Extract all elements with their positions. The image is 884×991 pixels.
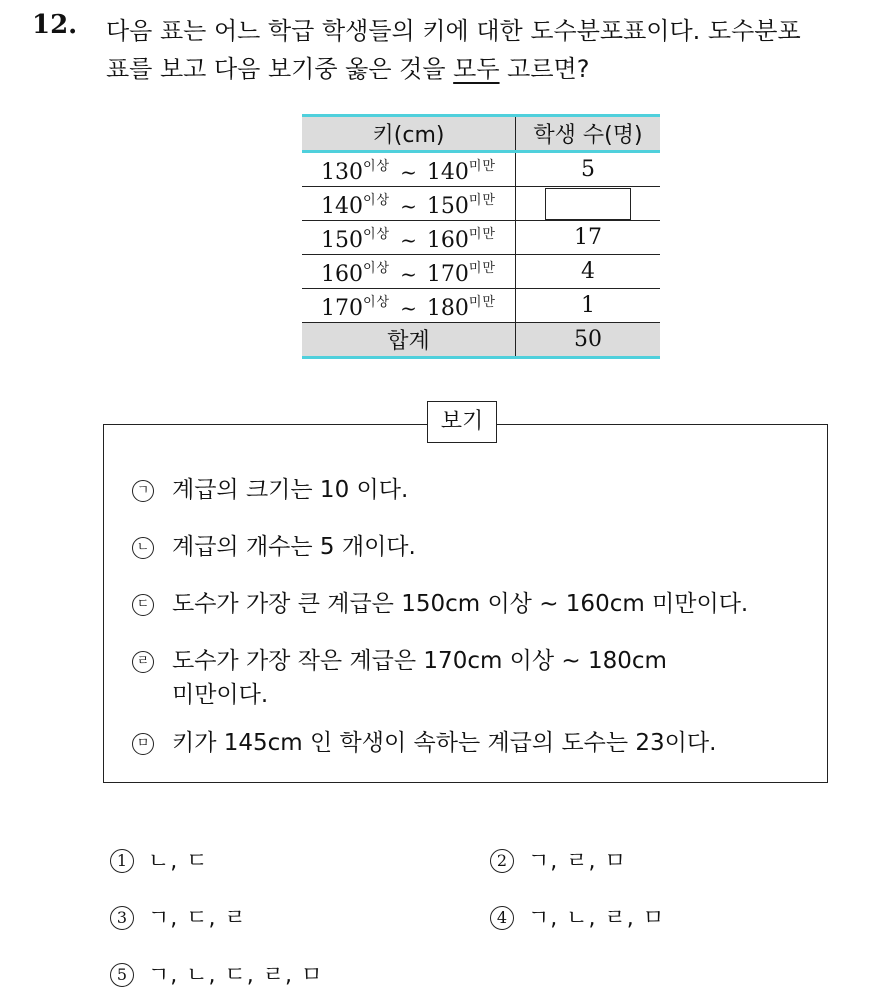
interval-to-suffix: 미만 <box>468 192 496 208</box>
choice-number-icon: 1 <box>110 849 134 873</box>
answer-blank-box <box>545 188 631 220</box>
class-interval <box>302 187 516 221</box>
table-row <box>302 255 660 289</box>
question-line-2-post: 고르면? <box>499 55 590 83</box>
student-count: 5 <box>516 152 661 187</box>
interval-to-suffix: 미만 <box>468 294 496 310</box>
circled-letter-icon: ㄹ <box>132 651 154 673</box>
interval-tilde: ~ <box>400 227 417 252</box>
bogi-item-text <box>172 726 812 760</box>
table-row <box>302 221 660 255</box>
interval-to-suffix: 미만 <box>468 226 496 242</box>
student-count: 17 <box>516 221 661 255</box>
interval-from-suffix: 이상 <box>362 226 391 242</box>
interval-tilde: ~ <box>400 261 417 286</box>
table-row <box>302 289 660 323</box>
frequency-table <box>302 114 660 359</box>
choice-number-icon: 5 <box>110 963 134 987</box>
question-line-1: 다음 표는 어느 학급 학생들의 키에 대한 도수분포표이다. 도수분포 <box>106 17 801 45</box>
interval-from-suffix: 이상 <box>362 158 391 174</box>
interval-to: 140 <box>426 159 469 185</box>
interval-from: 170 <box>320 295 363 321</box>
answer-choice-2[interactable] <box>490 847 627 877</box>
bogi-title: 보기 <box>427 401 497 443</box>
question-line-2-pre: 표를 보고 다음 보기중 옳은 것을 <box>106 55 454 83</box>
question-number: 12. <box>32 10 78 40</box>
choice-options: ㄴ, ㄷ <box>148 849 209 874</box>
interval-from: 130 <box>320 159 363 185</box>
class-interval <box>302 152 516 187</box>
header-student-count: 학생 수(명) <box>516 116 661 152</box>
interval-to: 180 <box>426 295 469 321</box>
bogi-item-text <box>172 644 812 712</box>
question-text <box>106 12 876 88</box>
interval-tilde: ~ <box>400 295 417 320</box>
choice-options: ㄱ, ㄴ, ㄹ, ㅁ <box>528 906 665 931</box>
bogi-item-line: 키가 145cm 인 학생이 속하는 계급의 도수는 23이다. <box>172 730 717 756</box>
choice-options: ㄱ, ㄹ, ㅁ <box>528 849 627 874</box>
question-emphasis: 모두 <box>453 55 500 83</box>
bogi-item-line: 도수가 가장 작은 계급은 170cm 이상 ~ 180cm <box>172 648 667 674</box>
interval-to: 170 <box>426 261 469 287</box>
answer-choice-3[interactable] <box>110 904 247 934</box>
question-line-2 <box>106 50 876 88</box>
interval-to: 160 <box>426 227 469 253</box>
choice-options: ㄱ, ㄷ, ㄹ <box>148 906 247 931</box>
circled-letter-icon: ㄱ <box>132 480 154 502</box>
total-label: 합계 <box>302 323 516 358</box>
interval-from-suffix: 이상 <box>362 294 391 310</box>
choice-number-icon: 2 <box>490 849 514 873</box>
class-interval <box>302 221 516 255</box>
bogi-item-text <box>172 530 812 564</box>
bogi-item-line-2: 미만이다. <box>172 682 269 708</box>
bogi-item-text <box>172 473 812 507</box>
total-row <box>302 323 660 358</box>
choice-options: ㄱ, ㄴ, ㄷ, ㄹ, ㅁ <box>148 963 324 988</box>
bogi-item-line: 계급의 개수는 5 개이다. <box>172 534 416 560</box>
answer-choice-5[interactable] <box>110 961 323 991</box>
interval-tilde: ~ <box>400 193 417 218</box>
answer-choice-4[interactable] <box>490 904 665 934</box>
interval-to-suffix: 미만 <box>468 260 496 276</box>
circled-letter-icon: ㅁ <box>132 733 154 755</box>
interval-from-suffix: 이상 <box>362 192 391 208</box>
bogi-item-text <box>172 587 812 621</box>
interval-to-suffix: 미만 <box>468 158 496 174</box>
interval-from-suffix: 이상 <box>362 260 391 276</box>
answer-choice-1[interactable] <box>110 847 209 877</box>
interval-from: 150 <box>320 227 363 253</box>
circled-letter-icon: ㄷ <box>132 594 154 616</box>
circled-letter-icon: ㄴ <box>132 537 154 559</box>
total-value: 50 <box>516 323 661 358</box>
header-height: 키(cm) <box>302 116 516 152</box>
student-count: 1 <box>516 289 661 323</box>
table-row <box>302 152 660 187</box>
interval-to: 150 <box>426 193 469 219</box>
student-count: 4 <box>516 255 661 289</box>
interval-tilde: ~ <box>400 159 417 184</box>
class-interval <box>302 255 516 289</box>
choice-number-icon: 3 <box>110 906 134 930</box>
class-interval <box>302 289 516 323</box>
blank-cell <box>516 187 661 221</box>
interval-from: 140 <box>320 193 363 219</box>
bogi-item-line: 도수가 가장 큰 계급은 150cm 이상 ~ 160cm 미만이다. <box>172 591 749 617</box>
bogi-item-line: 계급의 크기는 10 이다. <box>172 477 409 503</box>
interval-from: 160 <box>320 261 363 287</box>
table-row <box>302 187 660 221</box>
choice-number-icon: 4 <box>490 906 514 930</box>
